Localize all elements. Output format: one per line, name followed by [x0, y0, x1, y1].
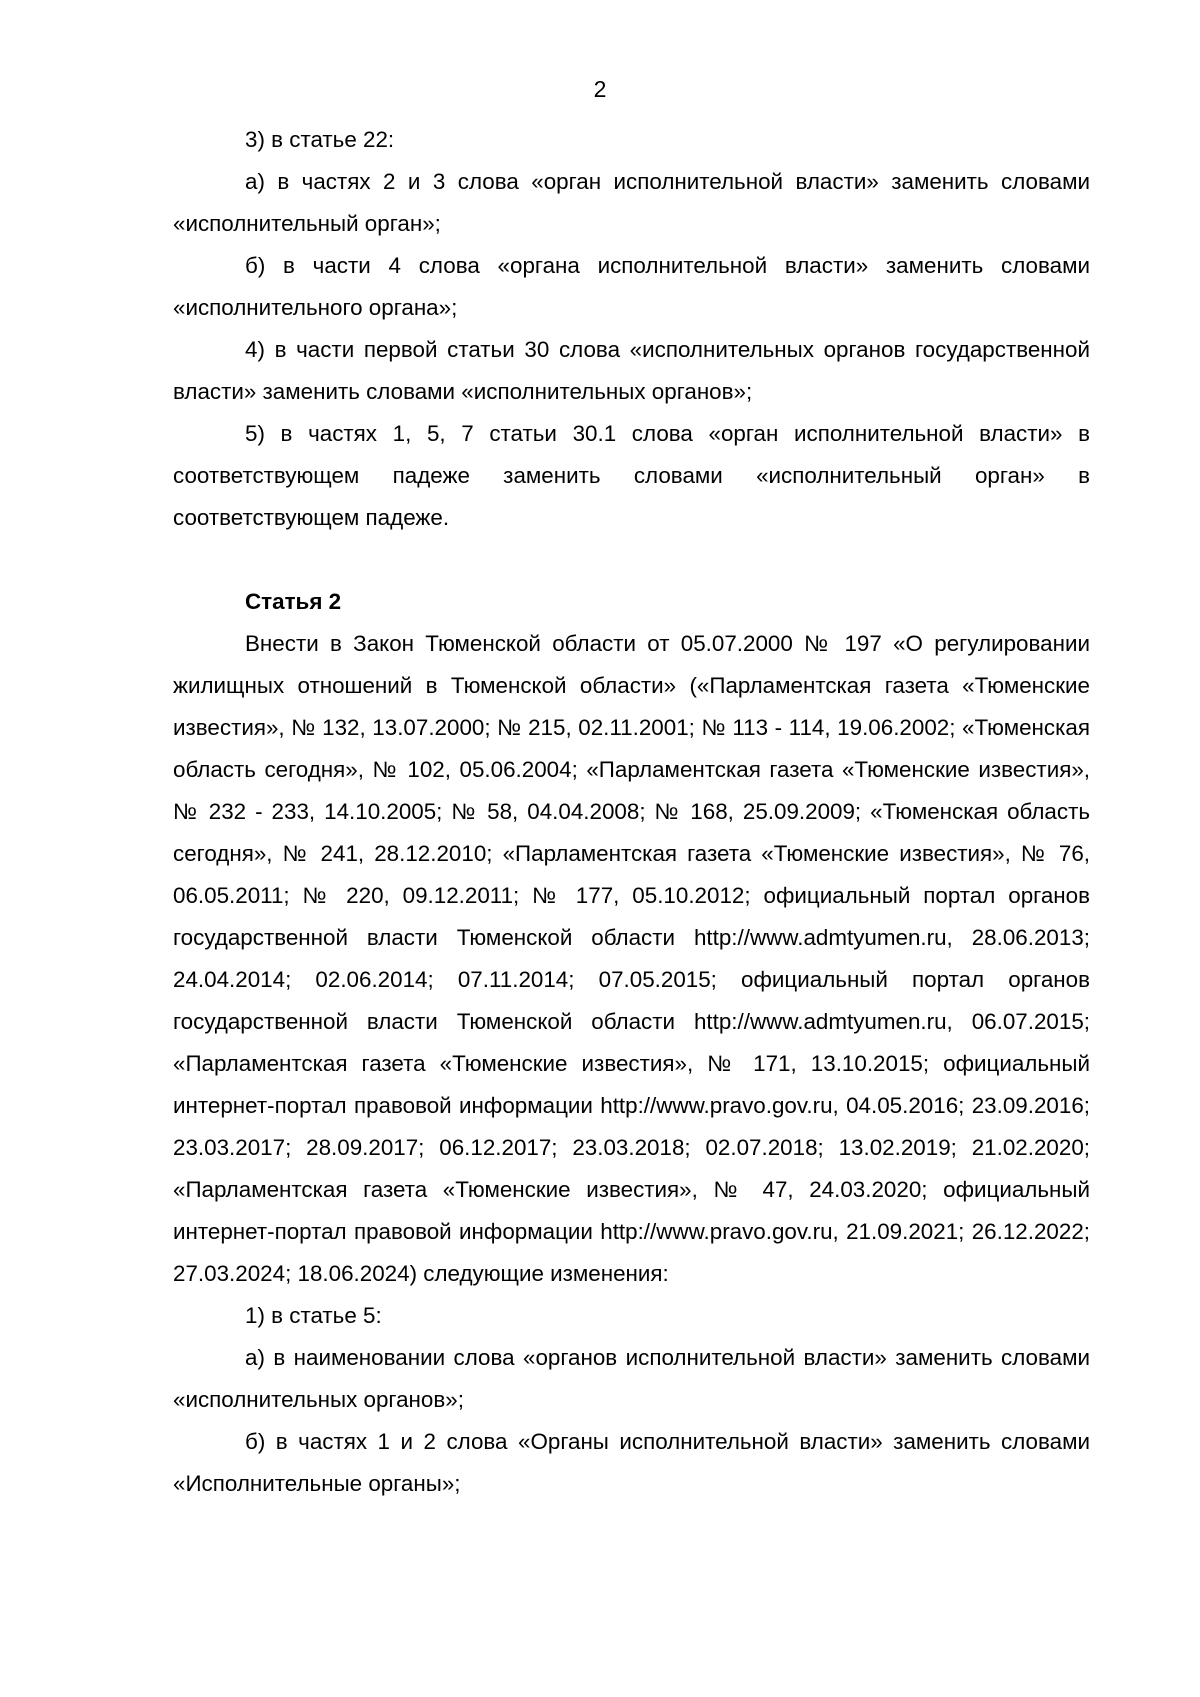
article-heading: Статья 2 [245, 589, 342, 614]
article-intro-paragraph: Внести в Закон Тюменской области от 05.07.2000 № 197 «О регулировании жилищных отношений в Тюменской области» («Парламентская газета «Тюменские известия», № 132, 13.07.2000; № 215, 02.11.2001; № 113 - 114, 19.06.2002; «Тюменская область сегодня», № 102, 05.06.2004; «Парламентская газета «Тюменские известия», № 232 - 233, 14.10.2005; № 58, 04.04.2008; № 168, 25.09.2009; «Тюменская область сегодня», № 241, 28.12.2010; «Парламентская газета «Тюменские известия», № 76, 06.05.2011; № 220, 09.12.2011; № 177, 05.10.2012; официальный портал органов государственной власти Тюменской области http://www.admtyumen.ru, 28.06.2013; 24.04.2014; 02.06.2014; 07.11.2014; 07.05.2015; официальный портал органов государственной власти Тюменской области http://www.admtyumen.ru, 06.07.2015; «Парламентская газета «Тюменские известия», № 171, 13.10.2015; официальный интернет-портал правовой информации http://www.pravo.gov.ru, 04.05.2016; 23.09.2016; 23.03.2017; 28.09.2017; 06.12.2017; 23.03.2018; 02.07.2018; 13.02.2019; 21.02.2020; «Парламентская газета «Тюменские известия», № 47, 24.03.2020; официальный интернет-портал правовой информации http://www.pravo.gov.ru, 21.09.2021; 26.12.2022; 27.03.2024; 18.06.2024) следующие изменения: [173, 631, 1090, 1286]
document-body [173, 119, 1090, 1505]
paragraph-item-4: 4) в части первой статьи 30 слова «исполнительных органов государственной власти» заменить словами «исполнительных органов»; [173, 337, 1090, 404]
paragraph-article2-item-1: 1) в статье 5: [245, 1303, 382, 1328]
paragraph-item-3b: б) в части 4 слова «органа исполнительной власти» заменить словами «исполнительного органа»; [173, 253, 1090, 320]
paragraph-item-3a: а) в частях 2 и 3 слова «орган исполнительной власти» заменить словами «исполнительный орган»; [173, 169, 1090, 236]
section-spacer [173, 539, 1090, 581]
paragraph-item-3: 3) в статье 22: [245, 127, 395, 152]
paragraph-item-5: 5) в частях 1, 5, 7 статьи 30.1 слова «орган исполнительной власти» в соответствующем падеже заменить словами «исполнительный орган» в соответствующем падеже. [173, 421, 1090, 530]
page-number: 2 [593, 76, 607, 102]
paragraph-article2-item-1a: а) в наименовании слова «органов исполнительной власти» заменить словами «исполнительных органов»; [173, 1345, 1090, 1412]
paragraph-article2-item-1b: б) в частях 1 и 2 слова «Органы исполнительной власти» заменить словами «Исполнительные органы»; [173, 1429, 1090, 1496]
